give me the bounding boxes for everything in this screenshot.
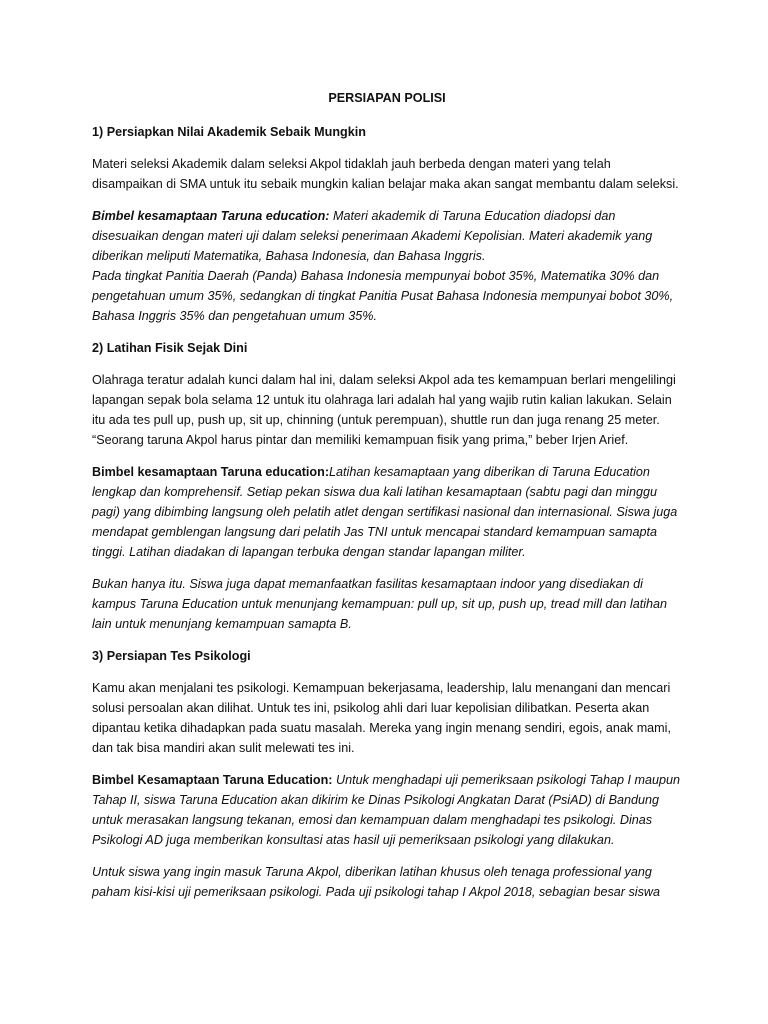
section-1-bimbel-body-2: Pada tingkat Panitia Daerah (Panda) Bahasa Indonesia mempunyai bobot 35%, Matematika 30% dan pengetahuan umum 35%, sedangkan di tingkat Panitia Pusat Bahasa Indonesia mempunyai bobot 30%, Bahasa Inggris 35% dan pengetahuan umum 35%. [92,269,674,323]
section-1-paragraph-2 [92,206,682,326]
section-3-paragraph-1: Kamu akan menjalani tes psikologi. Kemampuan bekerjasama, leadership, lalu menangani dan mencari solusi persoalan akan dilihat. Untuk tes ini, psikolog ahli dari luar kepolisian dilibatkan. Peserta akan dipantau ketika dihadapkan pada suatu masalah. Mereka yang ingin menang sendiri, egois, anak mami, dan tak bisa mandiri akan sulit melewati tes ini. [92,681,671,755]
section-1-bimbel-body: Materi akademik di Taruna Education diadopsi dan disesuaikan dengan materi uji dalam seleksi penerimaan Akademi Kepolisian. Materi akademik yang diberikan meliputi Matematika, Bahasa Indonesia, dan Bahasa Inggris. [92,209,653,263]
section-3-bimbel-body: Untuk menghadapi uji pemeriksaan psikologi Tahap I maupun Tahap II, siswa Taruna Education akan dikirim ke Dinas Psikologi Angkatan Darat (PsiAD) di Bandung untuk merasakan langsung tekanan, emosi dan kemampuan dalam menghadapi tes psikologi. Dinas Psikologi AD juga memberikan konsultasi atas hasil uji pemeriksaan psikologi yang dilakukan. [92,773,680,847]
section-1-bimbel-lead: Bimbel kesamaptaan Taruna education: [92,209,330,223]
section-2-paragraph-3: Bukan hanya itu. Siswa juga dapat memanfaatkan fasilitas kesamaptaan indoor yang disediakan di kampus Taruna Education untuk menunjang kemampuan: pull up, sit up, push up, tread mill dan latihan lain untuk menunjang kemampuan samapta B. [92,577,668,631]
section-3-heading: 3) Persiapan Tes Psikologi [92,649,251,663]
section-2-bimbel-lead: Bimbel kesamaptaan Taruna education: [92,465,330,479]
section-3-paragraph-3: Untuk siswa yang ingin masuk Taruna Akpol, diberikan latihan khusus oleh tenaga professional yang paham kisi-kisi uji pemeriksaan psikologi. Pada uji psikologi tahap I Akpol 2018, sebagian besar siswa [92,865,660,899]
section-1-heading: 1) Persiapkan Nilai Akademik Sebaik Mungkin [92,125,366,139]
section-2-bimbel-body: Latihan kesamaptaan yang diberikan di Taruna Education lengkap dan komprehensif. Setiap pekan siswa dua kali latihan kesamaptaan (sabtu pagi dan minggu pagi) yang dibimbing langsung oleh pelatih atlet dengan sertifikasi nasional dan internasional. Siswa juga mendapat gemblengan langsung dari pelatih Jas TNI untuk mencapai standard kemampuan samapta tinggi. Latihan diadakan di lapangan terbuka dengan standar lapangan militer. [92,465,678,559]
section-2-paragraph-1: Olahraga teratur adalah kunci dalam hal ini, dalam seleksi Akpol ada tes kemampuan berlari mengelilingi lapangan sepak bola selama 12 untuk itu olahraga lari adalah hal yang wajib rutin kalian lakukan. Selain itu ada tes pull up, push up, sit up, chinning (untuk perempuan), shuttle run dan juga renang 25 meter. “Seorang taruna Akpol harus pintar dan memiliki kemampuan fisik yang prima,” beber Irjen Arief. [92,373,676,447]
page-title: PERSIAPAN POLISI [328,91,446,105]
section-2-paragraph-2 [92,462,682,562]
document-content [92,88,682,914]
section-2-heading: 2) Latihan Fisik Sejak Dini [92,341,248,355]
section-3-bimbel-lead: Bimbel Kesamaptaan Taruna Education: [92,773,333,787]
section-3-paragraph-2 [92,770,682,850]
section-1-paragraph-1: Materi seleksi Akademik dalam seleksi Akpol tidaklah jauh berbeda dengan materi yang telah disampaikan di SMA untuk itu sebaik mungkin kalian belajar maka akan sangat membantu dalam seleksi. [92,157,679,191]
